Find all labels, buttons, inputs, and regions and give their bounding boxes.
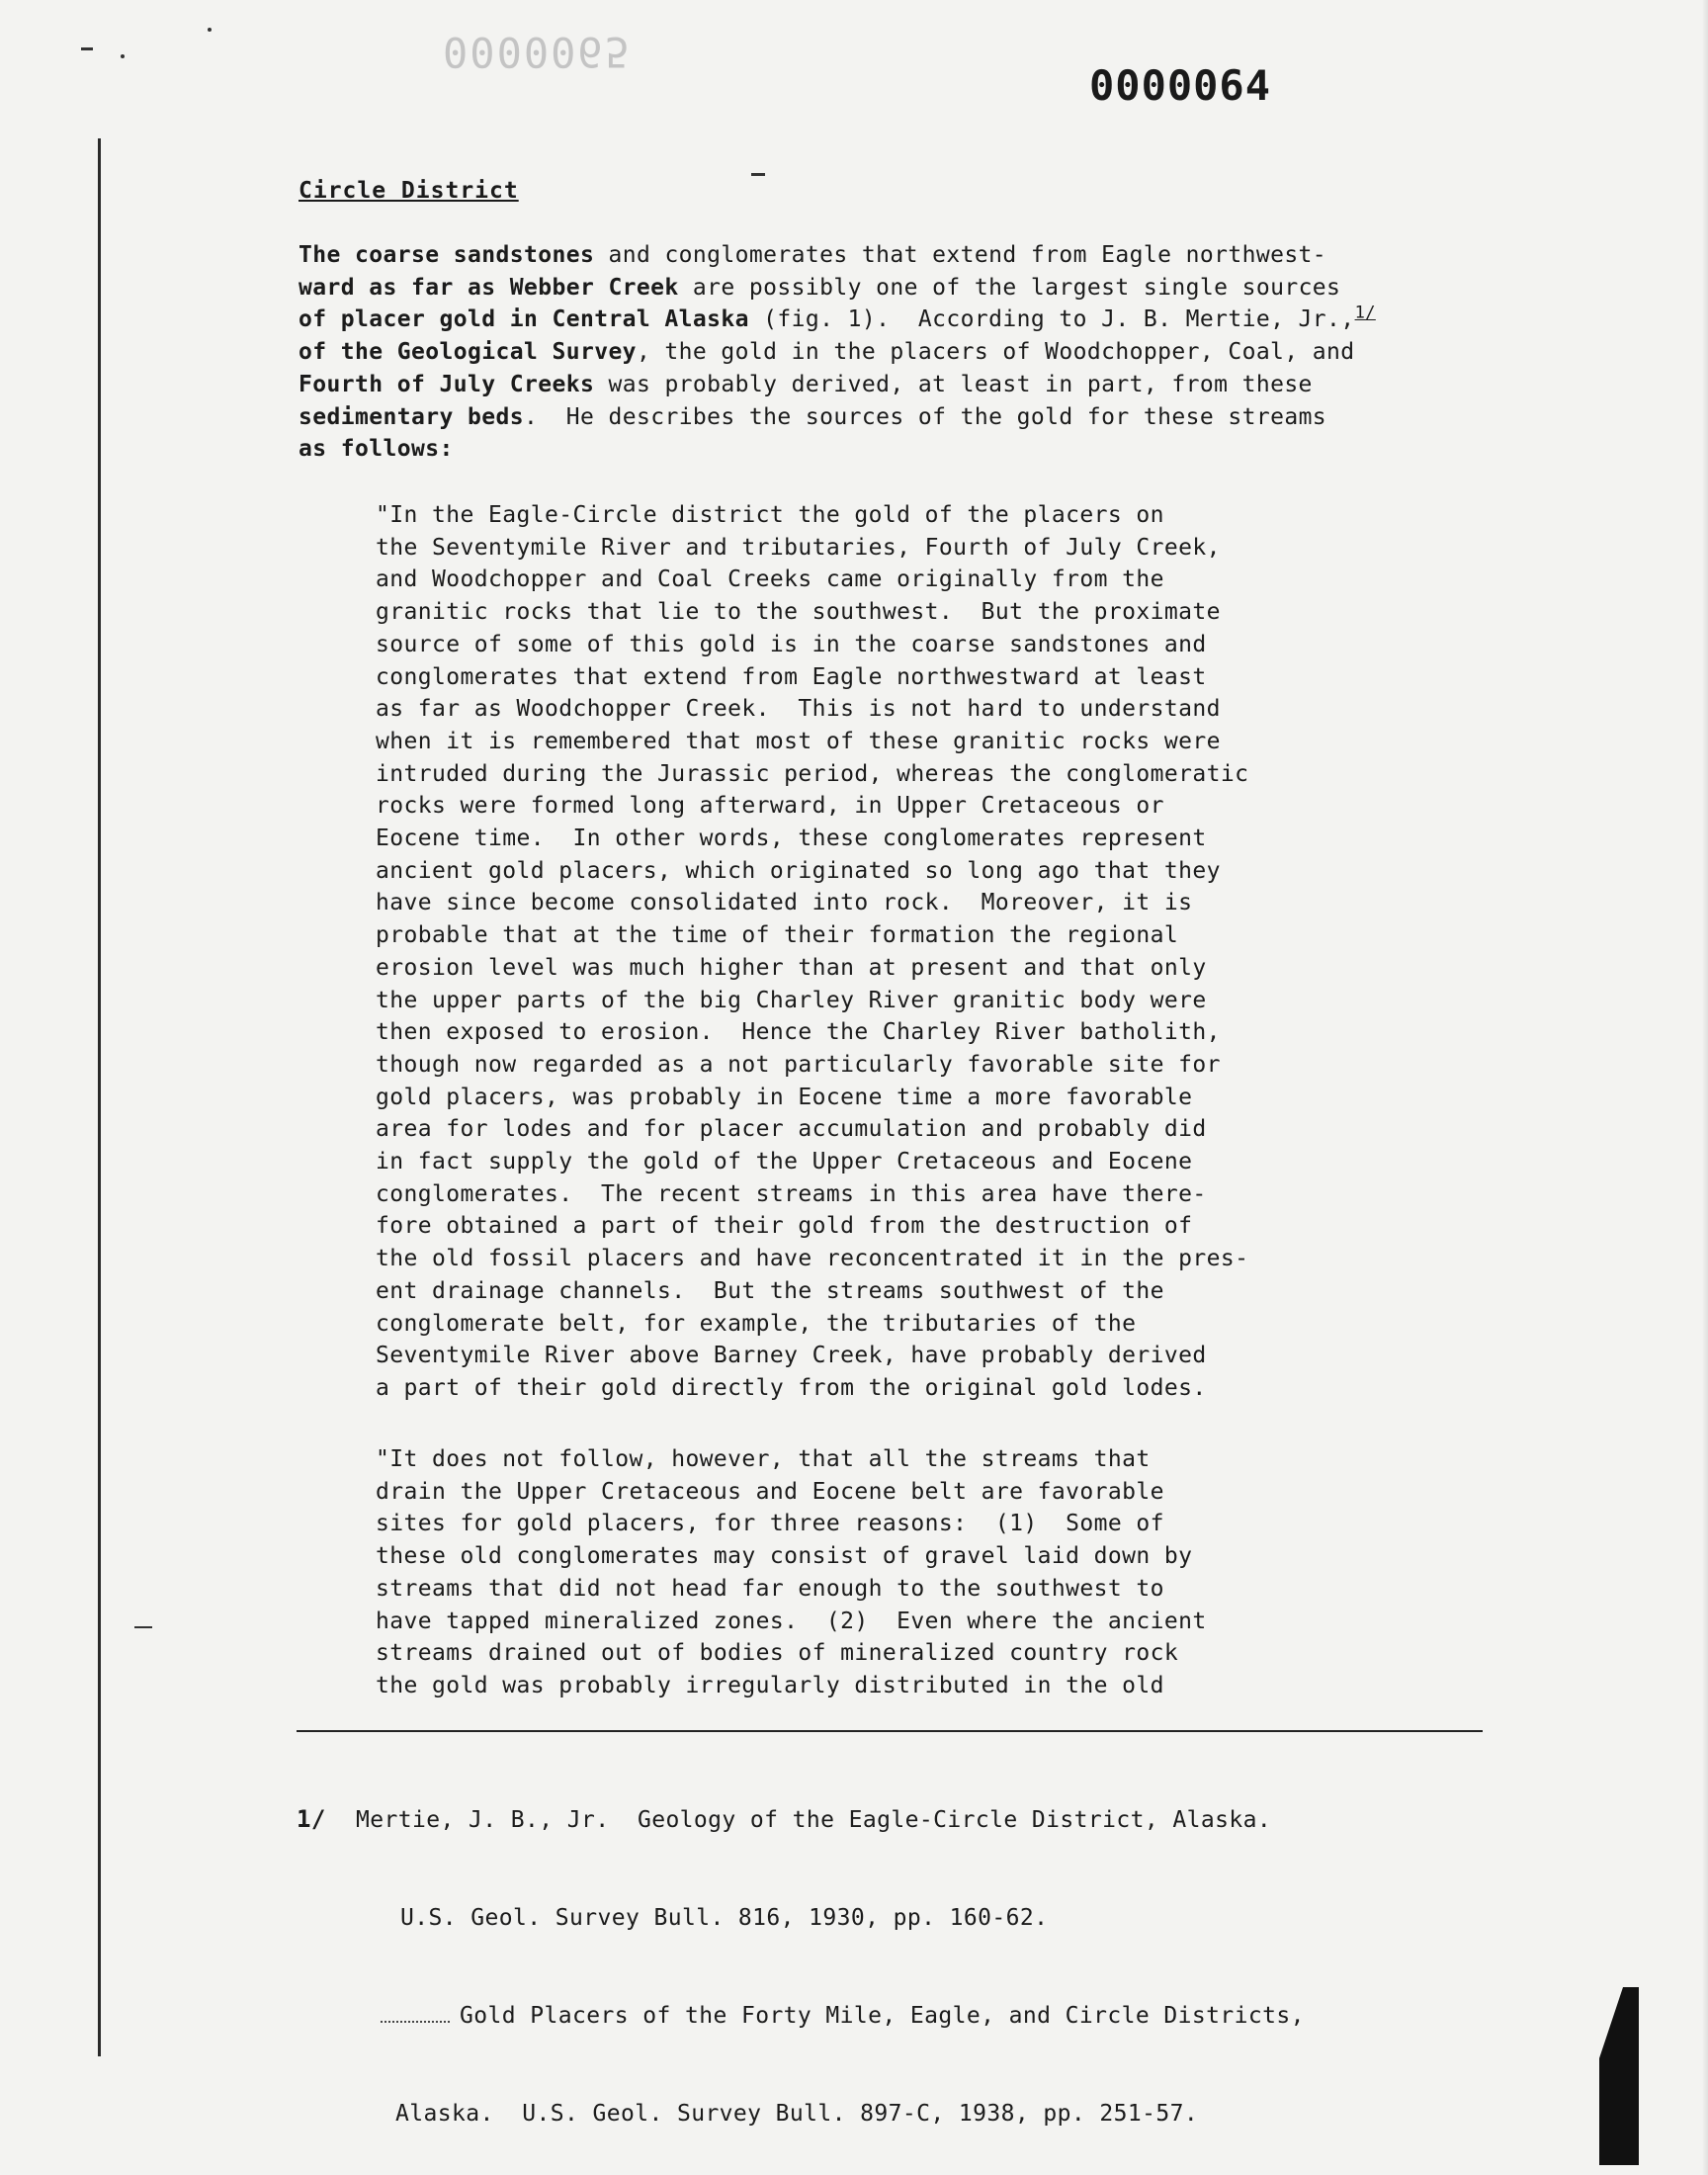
quote-line: the Seventymile River and tributaries, Fourth of July Creek, — [376, 534, 1221, 561]
quote-line: have tapped mineralized zones. (2) Even where the ancient — [376, 1608, 1207, 1634]
scan-speck — [751, 173, 765, 176]
ditto-dash — [381, 2021, 450, 2023]
intro-bold-text: Fourth of July Creeks — [299, 371, 595, 397]
quote-line: and Woodchopper and Coal Creeks came originally from the — [376, 566, 1164, 593]
scan-speck — [81, 47, 93, 50]
intro-line — [299, 401, 1524, 434]
intro-text: and conglomerates that extend from Eagle northwest- — [594, 242, 1327, 268]
quote-line: have since become consolidated into rock. Moreover, it is — [376, 890, 1193, 916]
intro-bold-text: ward as far as Webber Creek — [299, 274, 679, 301]
quote-line: though now regarded as a not particularly favorable site for — [376, 1051, 1221, 1078]
quote-line: rocks were formed long afterward, in Upper Cretaceous or — [376, 793, 1164, 820]
quote-line: drain the Upper Cretaceous and Eocene belt are favorable — [376, 1478, 1164, 1505]
quote-line: fore obtained a part of their gold from the destruction of — [376, 1213, 1193, 1240]
footnote-line — [297, 2000, 1542, 2033]
intro-text: , the gold in the placers of Woodchopper, Coal, and — [636, 339, 1355, 366]
quote-line: conglomerates. The recent streams in this area have there- — [376, 1180, 1207, 1207]
footnote-ref1-line2: U.S. Geol. Survey Bull. 816, 1930, pp. 160-62. — [400, 1905, 1049, 1931]
quote-line: "It does not follow, however, that all the streams that — [376, 1446, 1151, 1472]
footnote-ref2-line1: Gold Placers of the Forty Mile, Eagle, and Circle Districts, — [460, 2003, 1305, 2029]
intro-line — [299, 369, 1524, 401]
quote-line: "In the Eagle-Circle district the gold of the placers on — [376, 502, 1164, 528]
intro-line — [299, 433, 1524, 466]
quote-line: these old conglomerates may consist of gravel laid down by — [376, 1543, 1193, 1570]
footnote-reference: 1/ — [1354, 303, 1376, 323]
intro-bold-text: of placer gold in Central Alaska — [299, 306, 749, 333]
quote-line: conglomerates that extend from Eagle northwestward at least — [376, 663, 1207, 690]
footnote-rule — [297, 1730, 1483, 1732]
quote-line: the upper parts of the big Charley River granitic body were — [376, 987, 1207, 1013]
quote-line: the old fossil placers and have reconcentrated it in the pres- — [376, 1246, 1249, 1272]
scan-edge-shadow — [1702, 0, 1708, 2175]
quote-line: conglomerate belt, for example, the tributaries of the — [376, 1310, 1137, 1337]
quote-line: ancient gold placers, which originated so long ago that they — [376, 857, 1221, 884]
quote-line: then exposed to erosion. Hence the Charley River batholith, — [376, 1019, 1221, 1046]
quote-line: streams drained out of bodies of mineralized country rock — [376, 1640, 1179, 1667]
quote-line: the gold was probably irregularly distributed in the old — [376, 1672, 1164, 1698]
footnote-mark: 1/ — [297, 1805, 326, 1833]
footnotes — [297, 1738, 1542, 2163]
quote-line: a part of their gold directly from the original gold lodes. — [376, 1374, 1207, 1401]
page-number: 0000064 — [1089, 61, 1272, 110]
quote-line: Eocene time. In other words, these conglomerates represent — [376, 826, 1207, 852]
quote-line: sites for gold placers, for three reasons: (1) Some of — [376, 1511, 1164, 1537]
intro-line — [299, 272, 1524, 304]
intro-bold-text: sedimentary beds — [299, 403, 524, 430]
quote-line: probable that at the time of their formation the regional — [376, 922, 1179, 949]
quote-line: area for lodes and for placer accumulation and probably did — [376, 1116, 1207, 1143]
scan-speck — [134, 1626, 152, 1628]
intro-paragraph — [299, 239, 1524, 466]
footnote-ref1-line1: Mertie, J. B., Jr. Geology of the Eagle-Circle District, Alaska. — [356, 1807, 1272, 1833]
scan-corner-mark — [1599, 1987, 1639, 2165]
intro-text: (fig. 1). According to J. B. Mertie, Jr., — [748, 306, 1355, 333]
quote-line: source of some of this gold is in the coarse sandstones and — [376, 631, 1207, 657]
intro-text: are possibly one of the largest single sources — [678, 274, 1341, 301]
quote-line: ent drainage channels. But the streams southwest of the — [376, 1277, 1164, 1304]
quote-line: in fact supply the gold of the Upper Cretaceous and Eocene — [376, 1149, 1193, 1175]
quote-line: Seventymile River above Barney Creek, have probably derived — [376, 1343, 1207, 1369]
quote-paragraph-2 — [376, 1443, 1542, 1702]
ghost-page-number: 0000065 — [443, 28, 633, 76]
intro-bold-text: The coarse sandstones — [299, 242, 595, 268]
quote-line: granitic rocks that lie to the southwest. But the proximate — [376, 599, 1221, 626]
scan-speck — [121, 54, 125, 58]
quote-line: as far as Woodchopper Creek. This is not hard to understand — [376, 696, 1221, 723]
quote-line: intruded during the Jurassic period, whereas the conglomeratic — [376, 760, 1249, 787]
intro-line — [299, 304, 1524, 336]
intro-line — [299, 336, 1524, 369]
quote-line: erosion level was much higher than at present and that only — [376, 954, 1207, 981]
quote-line: streams that did not head far enough to the southwest to — [376, 1575, 1164, 1602]
intro-bold-text: as follows: — [299, 436, 454, 463]
quote-line: gold placers, was probably in Eocene time a more favorable — [376, 1084, 1193, 1110]
quote-line: when it is remembered that most of these granitic rocks were — [376, 728, 1221, 754]
section-title: Circle District — [299, 178, 519, 204]
left-margin-rule — [98, 138, 101, 2056]
intro-text: was probably derived, at least in part, from these — [594, 371, 1313, 397]
footnote-ref2-line2: Alaska. U.S. Geol. Survey Bull. 897-C, 1938, pp. 251-57. — [395, 2101, 1199, 2127]
footnote-line — [297, 1803, 1542, 1837]
intro-line — [299, 239, 1524, 272]
intro-bold-text: of the Geological Survey — [299, 339, 637, 366]
intro-text: . He describes the sources of the gold for these streams — [523, 403, 1327, 430]
scan-speck — [208, 28, 212, 32]
quote-paragraph-1 — [376, 499, 1542, 1405]
